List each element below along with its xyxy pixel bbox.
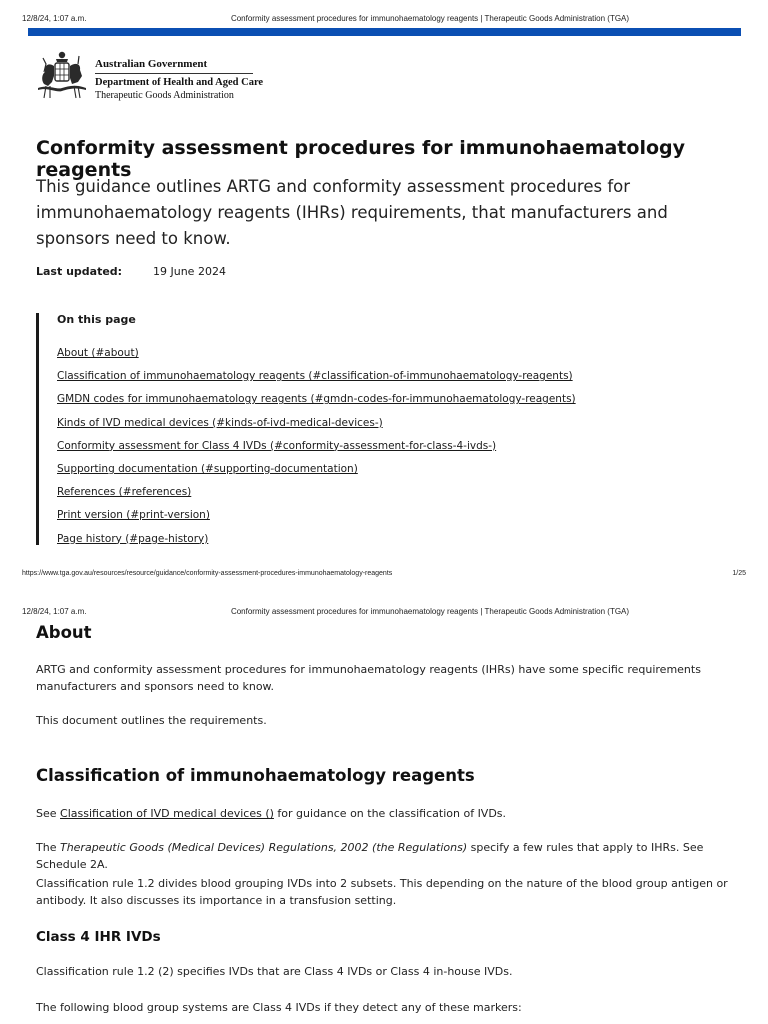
text-span: See bbox=[36, 807, 61, 820]
toc-list bbox=[57, 342, 657, 551]
classification-heading: Classification of immunohaematology reagents bbox=[36, 766, 475, 785]
print-title: Conformity assessment procedures for immunohaematology reagents | Therapeutic Goods Administration (TGA) bbox=[230, 607, 630, 616]
logo-line-agency: Therapeutic Goods Administration bbox=[95, 90, 234, 101]
about-paragraph-1: ARTG and conformity assessment procedures for immunohaematology reagents (IHRs) have some specific requirements manufacturers and sponsors need to know. bbox=[36, 663, 701, 693]
last-updated-value: 19 June 2024 bbox=[153, 265, 226, 278]
list-item bbox=[57, 481, 657, 504]
print-date: 12/8/24, 1:07 a.m. bbox=[22, 14, 87, 23]
list-item bbox=[57, 435, 657, 458]
logo-divider bbox=[95, 73, 253, 74]
classification-paragraph-3: Classification rule 1.2 divides blood grouping IVDs into 2 subsets. This depending on the nature of the blood group antigen or antibody. It also discusses its importance in a transfusion setting. bbox=[36, 877, 728, 907]
government-logo[interactable] bbox=[34, 48, 274, 104]
toc-link-conformity-class-4[interactable]: Conformity assessment for Class 4 IVDs (#conformity-assessment-for-class-4-ivds-) bbox=[57, 439, 497, 452]
text-span: specify a few rules that apply to IHRs. See Schedule 2A. bbox=[36, 841, 704, 871]
classification-paragraph-4: Classification rule 1.2 (2) specifies IVDs that are Class 4 IVDs or Class 4 in-house IVDs. bbox=[36, 965, 513, 978]
toc-link-gmdn-codes[interactable]: GMDN codes for immunohaematology reagents (#gmdn-codes-for-immunohaematology-reagents) bbox=[57, 393, 576, 406]
toc-link-classification[interactable]: Classification of immunohaematology reagents (#classification-of-immunohaematology-reagents) bbox=[57, 370, 573, 383]
list-item bbox=[57, 528, 657, 551]
toc-link-references[interactable]: References (#references) bbox=[57, 486, 192, 499]
intro-paragraph: This guidance outlines ARTG and conformity assessment procedures for immunohaematology reagents (IHRs) requirements, that manufacturers and sponsors need to know. bbox=[36, 177, 668, 248]
list-item bbox=[57, 458, 657, 481]
coat-of-arms-icon bbox=[34, 48, 90, 102]
print-footer bbox=[22, 570, 746, 577]
regulations-title: Therapeutic Goods (Medical Devices) Regulations, 2002 (the Regulations) bbox=[59, 841, 468, 854]
list-item bbox=[57, 388, 657, 411]
list-item bbox=[57, 504, 657, 527]
print-date: 12/8/24, 1:07 a.m. bbox=[22, 607, 87, 616]
list-item bbox=[57, 412, 657, 435]
print-title: Conformity assessment procedures for immunohaematology reagents | Therapeutic Goods Administration (TGA) bbox=[230, 14, 630, 23]
toc-link-page-history[interactable]: Page history (#page-history) bbox=[57, 532, 209, 545]
print-page-number: 1/25 bbox=[732, 570, 746, 577]
class-4-ihr-heading: Class 4 IHR IVDs bbox=[36, 929, 161, 945]
text-span: for guidance on the classification of IVDs. bbox=[273, 807, 507, 820]
last-updated-label: Last updated: bbox=[36, 265, 123, 278]
print-footer-url: https://www.tga.gov.au/resources/resource/guidance/conformity-assessment-procedures-immunohaematology-reagents bbox=[22, 570, 393, 577]
classification-ivd-link[interactable]: Classification of IVD medical devices () bbox=[60, 807, 274, 820]
on-this-page-heading: On this page bbox=[57, 313, 136, 326]
toc-link-print-version[interactable]: Print version (#print-version) bbox=[57, 509, 210, 522]
toc-link-supporting-docs[interactable]: Supporting documentation (#supporting-documentation) bbox=[57, 462, 358, 475]
list-item bbox=[57, 342, 657, 365]
on-this-page-nav bbox=[36, 313, 657, 545]
header-accent-bar bbox=[28, 28, 741, 36]
classification-paragraph-5: The following blood group systems are Class 4 IVDs if they detect any of these markers: bbox=[36, 1001, 522, 1014]
toc-link-about[interactable]: About (#about) bbox=[57, 347, 139, 359]
logo-line-department: Department of Health and Aged Care bbox=[95, 77, 264, 88]
logo-line-government: Australian Government bbox=[95, 58, 208, 70]
about-paragraph-2: This document outlines the requirements. bbox=[36, 714, 267, 727]
page-title: Conformity assessment procedures for immunohaematology reagents bbox=[36, 137, 685, 181]
about-heading: About bbox=[36, 623, 92, 642]
toc-link-kinds-of-ivd[interactable]: Kinds of IVD medical devices (#kinds-of-ivd-medical-devices-) bbox=[57, 416, 383, 429]
last-updated bbox=[36, 265, 226, 278]
classification-paragraph-1 bbox=[36, 805, 736, 822]
list-item bbox=[57, 365, 657, 388]
classification-paragraph-2 bbox=[36, 839, 736, 873]
text-span: The bbox=[36, 841, 60, 854]
